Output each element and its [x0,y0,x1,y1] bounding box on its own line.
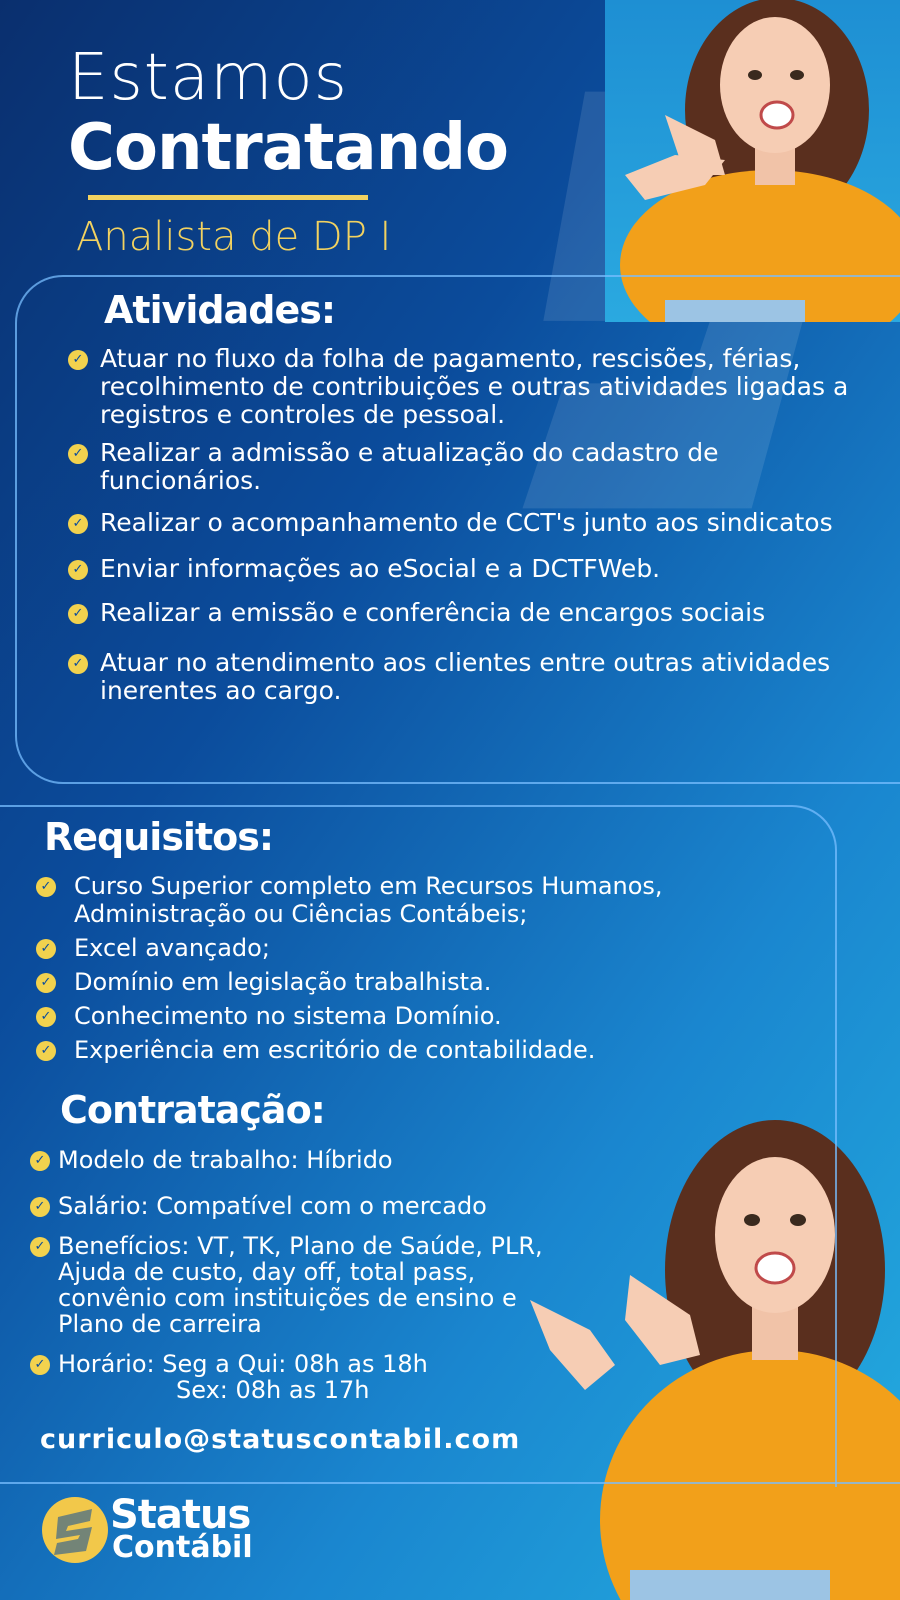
title-line-1: Estamos [68,41,348,115]
atividades-list [68,345,858,705]
brand-name-line-2: Contábil [112,1530,253,1565]
check-icon: ✓ [30,1151,50,1171]
title-line-2: Contratando [68,111,508,185]
requisitos-heading: Requisitos: [44,815,274,859]
status-contabil-logo-icon [40,1495,110,1565]
check-icon: ✓ [30,1197,50,1217]
title-divider [88,195,368,200]
atividades-heading: Atividades: [104,288,336,332]
brand-name-line-1: Status [110,1492,251,1538]
list-item: ✓ Atuar no fluxo da folha de pagamento, rescisões, férias, recolhimento de contribuições e outras atividades ligadas a registros e controles de pessoal. [68,345,858,429]
list-item: ✓ Benefícios: VT, TK, Plano de Saúde, PLR, Ajuda de custo, day off, total pass, convênio com instituições de ensino e Plano de carreira [30,1233,590,1337]
list-item: ✓ Realizar a emissão e conferência de encargos sociais [68,599,858,627]
list-item: ✓ Horário: Seg a Qui: 08h as 18h Sex: 08h as 17h [30,1351,590,1403]
check-icon: ✓ [68,560,88,580]
list-item: ✓ Atuar no atendimento aos clientes entre outras atividades inerentes ao cargo. [68,649,858,705]
list-item: ✓ Enviar informações ao eSocial e a DCTFWeb. [68,555,858,583]
requisitos-list [36,872,796,1070]
check-icon: ✓ [36,939,56,959]
list-item: ✓ Realizar a admissão e atualização do cadastro de funcionários. [68,439,858,495]
check-icon: ✓ [36,973,56,993]
check-icon: ✓ [36,877,56,897]
list-item: ✓ Realizar o acompanhamento de CCT's junto aos sindicatos [68,509,858,537]
list-item: ✓ Curso Superior completo em Recursos Humanos, Administração ou Ciências Contábeis; [36,872,796,928]
list-item: ✓ Domínio em legislação trabalhista. [36,968,796,996]
check-icon: ✓ [36,1007,56,1027]
check-icon: ✓ [30,1237,50,1257]
list-item: ✓ Salário: Compatível com o mercado [30,1193,590,1219]
list-item: ✓ Excel avançado; [36,934,796,962]
horario-line-2: Sex: 08h as 17h [176,1376,370,1404]
list-item: ✓ Modelo de trabalho: Híbrido [30,1147,590,1173]
job-title: Analista de DP I [76,214,392,260]
model-photo-top [605,0,900,322]
contratacao-list [30,1147,590,1403]
list-item: ✓ Conhecimento no sistema Domínio. [36,1002,796,1030]
check-icon: ✓ [68,654,88,674]
footer-divider [0,1482,900,1484]
check-icon: ✓ [68,514,88,534]
check-icon: ✓ [68,604,88,624]
check-icon: ✓ [68,444,88,464]
contratacao-heading: Contratação: [60,1088,325,1132]
check-icon: ✓ [68,350,88,370]
list-item: ✓ Experiência em escritório de contabilidade. [36,1036,796,1064]
check-icon: ✓ [36,1041,56,1061]
contact-email[interactable]: curriculo@statuscontabil.com [40,1424,521,1455]
check-icon: ✓ [30,1355,50,1375]
